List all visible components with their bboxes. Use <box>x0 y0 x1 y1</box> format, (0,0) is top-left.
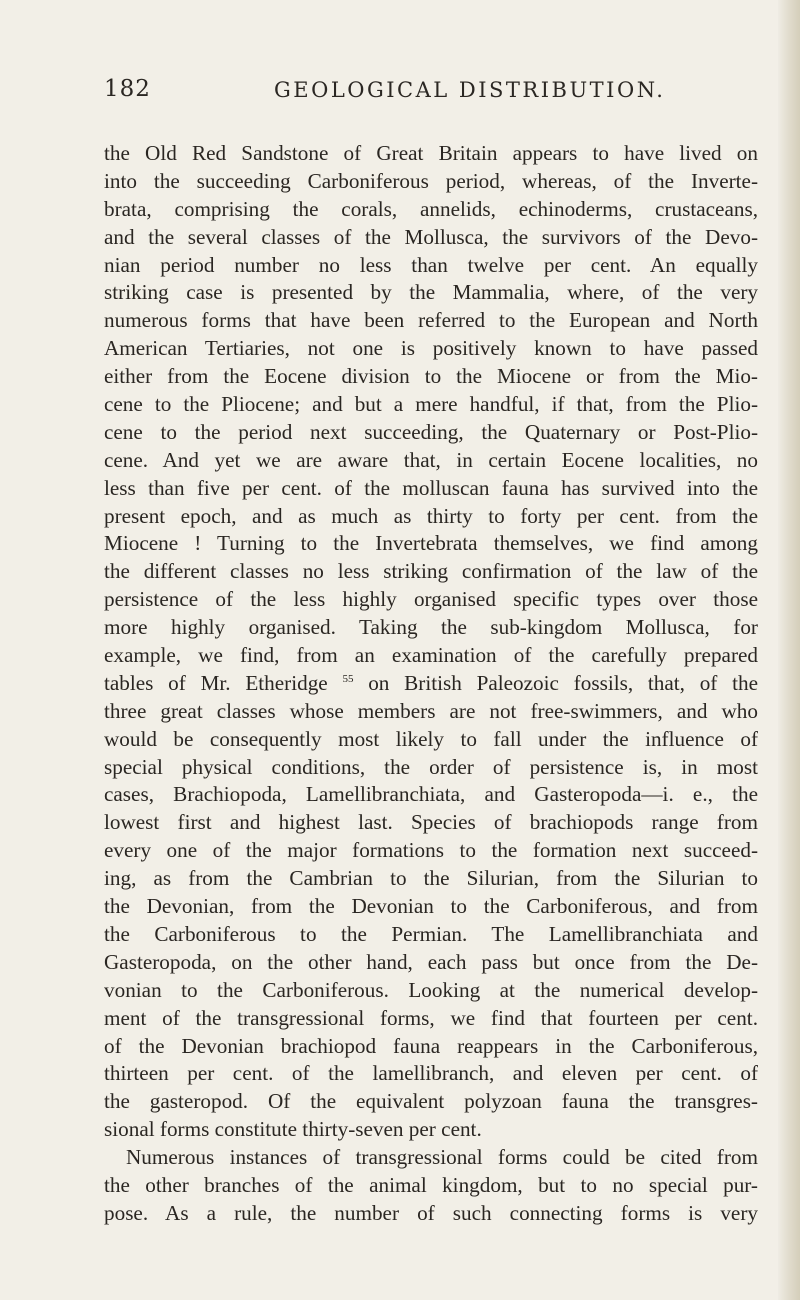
text-line: the gasteropod. Of the equivalent polyzoan fauna the transgres- <box>104 1089 758 1114</box>
text-line: nian period number no less than twelve per cent. An equally <box>104 252 758 277</box>
text-line: numerous forms that have been referred to the European and North <box>104 308 758 333</box>
text-line: every one of the major formations to the formation next succeed- <box>104 838 758 863</box>
text-line: into the succeeding Carboniferous period, whereas, of the Inverte- <box>104 168 758 193</box>
text-line: cene to the period next succeeding, the Quaternary or Post-Plio- <box>104 419 758 444</box>
text-line: cene. And yet we are aware that, in certain Eocene localities, no <box>104 447 758 472</box>
text-line: special physical conditions, the order of persistence is, in most <box>104 754 758 779</box>
text-line: Gasteropoda, on the other hand, each pass but once from the De- <box>104 949 758 974</box>
text-line: striking case is presented by the Mammalia, where, of the very <box>104 280 758 305</box>
text-line: would be consequently most likely to fall under the influence of <box>104 726 758 751</box>
text-line: persistence of the less highly organised specific types over those <box>104 587 758 612</box>
text-line: example, we find, from an examination of the carefully prepared <box>104 643 758 668</box>
text-line: three great classes whose members are not free-swimmers, and who <box>104 698 758 723</box>
text-line-with-footnote <box>104 670 758 698</box>
running-head: GEOLOGICAL DISTRIBUTION. <box>274 78 666 102</box>
body-text <box>104 140 758 1228</box>
text-line: brata, comprising the corals, annelids, echinoderms, crustaceans, <box>104 196 758 221</box>
text-line: ment of the transgressional forms, we find that fourteen per cent. <box>104 1005 758 1030</box>
text-line: the other branches of the animal kingdom, but to no special pur- <box>104 1172 758 1197</box>
page-number: 182 <box>104 76 151 102</box>
text-line-paragraph-end: sional forms constitute thirty-seven per cent. <box>104 1117 482 1142</box>
line-tail: on British Paleozoic fossils, that, of the <box>368 670 758 695</box>
text-line: more highly organised. Taking the sub-kingdom Mollusca, for <box>104 615 758 640</box>
page-header <box>104 76 744 116</box>
text-line: pose. As a rule, the number of such connecting forms is very <box>104 1200 758 1225</box>
text-line: and the several classes of the Mollusca, the survivors of the Devo- <box>104 224 758 249</box>
page-edge-shadow <box>778 0 800 1300</box>
text-line: the Old Red Sandstone of Great Britain appears to have lived on <box>104 141 758 165</box>
text-line: the Carboniferous to the Permian. The Lamellibranchiata and <box>104 921 758 946</box>
text-line: lowest first and highest last. Species of brachiopods range from <box>104 810 758 835</box>
text-line: cases, Brachiopoda, Lamellibranchiata, and Gasteropoda—i. e., the <box>104 782 758 807</box>
text-line: ing, as from the Cambrian to the Silurian, from the Silurian to <box>104 866 758 891</box>
text-line: present epoch, and as much as thirty to forty per cent. from the <box>104 503 758 528</box>
text-line: of the Devonian brachiopod fauna reappears in the Carboniferous, <box>104 1033 758 1058</box>
text-line: vonian to the Carboniferous. Looking at the numerical develop- <box>104 977 758 1002</box>
text-line: the Devonian, from the Devonian to the Carboniferous, and from <box>104 894 758 919</box>
text-line: cene to the Pliocene; and but a mere handful, if that, from the Plio- <box>104 392 758 417</box>
text-line: the different classes no less striking confirmation of the law of the <box>104 559 758 584</box>
line-head: tables of Mr. Etheridge <box>104 670 328 695</box>
text-line-paragraph-start: Numerous instances of transgressional forms could be cited from <box>126 1145 758 1170</box>
text-line: either from the Eocene division to the Miocene or from the Mio- <box>104 364 758 389</box>
text-line: thirteen per cent. of the lamellibranch, and eleven per cent. of <box>104 1061 758 1086</box>
footnote-ref: 55 <box>342 672 354 685</box>
text-line: less than five per cent. of the molluscan fauna has survived into the <box>104 475 758 500</box>
text-line: American Tertiaries, not one is positively known to have passed <box>104 336 758 361</box>
text-line: Miocene ! Turning to the Invertebrata themselves, we find among <box>104 531 758 556</box>
